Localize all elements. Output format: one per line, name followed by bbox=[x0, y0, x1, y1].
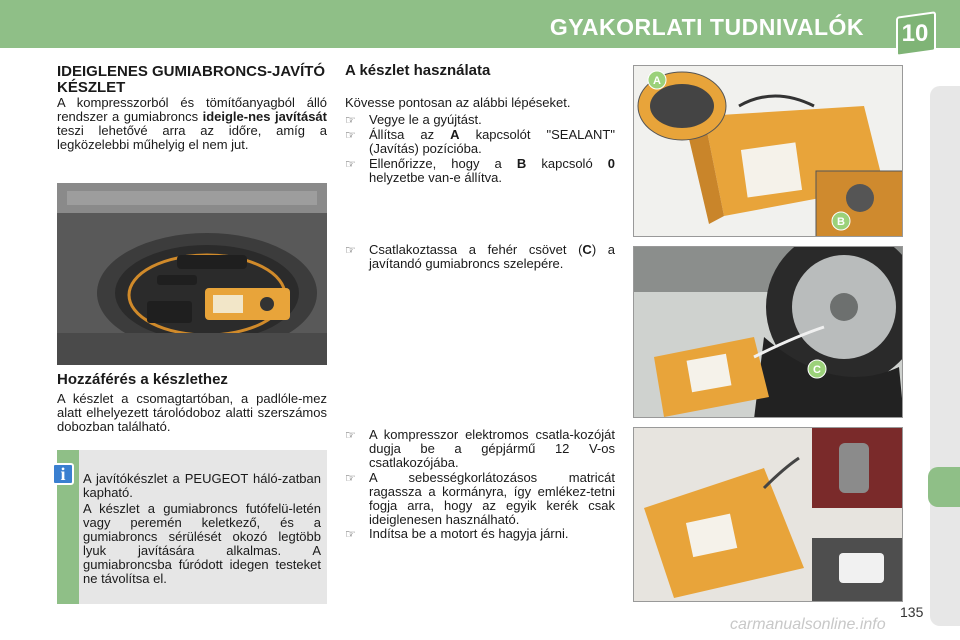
step-6: ☞ A sebességkorlátozásos matricát ragassza a kormányra, így emlékez-tetni fogja arra, hogy az egyik kerék csak ideiglenesen használható. bbox=[345, 470, 615, 527]
step-5: ☞ A kompresszor elektromos csatla-kozóját dugja be a gépjármű 12 V-os csatlakozójába. bbox=[345, 427, 615, 470]
side-rail bbox=[930, 86, 960, 626]
watermark: carmanualsonline.info bbox=[730, 616, 886, 633]
usage-title: A készlet használata bbox=[345, 62, 491, 79]
note-paragraph-1: A javítókészlet a PEUGEOT háló-zatban kapható. bbox=[83, 471, 321, 500]
step-7: ☞ Indítsa be a motort és hagyja járni. bbox=[345, 526, 569, 541]
info-icon: i bbox=[52, 463, 74, 485]
compressor-switch-photo bbox=[633, 65, 903, 237]
step-2: ☞ Állítsa az A kapcsolót "SEALANT" (Javítás) pozícióba. bbox=[345, 127, 615, 156]
access-paragraph: A készlet a csomagtartóban, a padlóle-mez alatt elhelyezett tárolódoboz alatti szerszámos dobozban található. bbox=[57, 391, 327, 434]
chapter-number: 10 bbox=[901, 20, 929, 47]
intro-paragraph: A kompresszorból és tömítőanyagból álló rendszer a gumiabroncs ideigle-nes javítását teszi lehetővé arra az időre, amíg a legközelebbi műhelyig el nem jut. bbox=[57, 95, 327, 152]
hand-pointer-icon: ☞ bbox=[345, 428, 356, 442]
chapter-title: GYAKORLATI TUDNIVALÓK bbox=[549, 14, 864, 40]
label-b: B bbox=[837, 216, 845, 228]
hand-pointer-icon: ☞ bbox=[345, 471, 356, 485]
hand-pointer-icon: ☞ bbox=[345, 527, 356, 541]
tyre-valve-photo bbox=[633, 246, 903, 418]
label-c: C bbox=[813, 364, 821, 376]
step-3: ☞ Ellenőrizze, hogy a B kapcsoló 0 helyzetbe van-e állítva. bbox=[345, 156, 615, 185]
hand-pointer-icon: ☞ bbox=[345, 113, 356, 127]
step-4: ☞ Csatlakoztassa a fehér csövet (C) a javítandó gumiabroncs szelepére. bbox=[345, 242, 615, 271]
hand-pointer-icon: ☞ bbox=[345, 157, 356, 171]
label-a: A bbox=[653, 75, 661, 87]
usage-intro: Kövesse pontosan az alábbi lépéseket. bbox=[345, 95, 571, 110]
note-paragraph-2: A készlet a gumiabroncs futófelü-letén vagy peremén keletkező, és a gumiabroncs sérülését okozó legtöbb lyuk javítására alkalmas. A gumiabroncsba fúródott idegen testeket ne távolítsa el. bbox=[83, 501, 321, 586]
chapter-tab[interactable] bbox=[928, 467, 960, 507]
hand-pointer-icon: ☞ bbox=[345, 243, 356, 257]
hand-pointer-icon: ☞ bbox=[345, 128, 356, 142]
trunk-kit-photo bbox=[57, 183, 327, 365]
page-number: 135 bbox=[900, 604, 924, 620]
section-title: IDEIGLENES GUMIABRONCS-JAVÍTÓ KÉSZLET bbox=[57, 63, 326, 96]
step-1: ☞ Vegye le a gyújtást. bbox=[345, 112, 482, 127]
access-title: Hozzáférés a készlethez bbox=[57, 371, 228, 388]
plug-and-sticker-photo bbox=[633, 427, 903, 602]
